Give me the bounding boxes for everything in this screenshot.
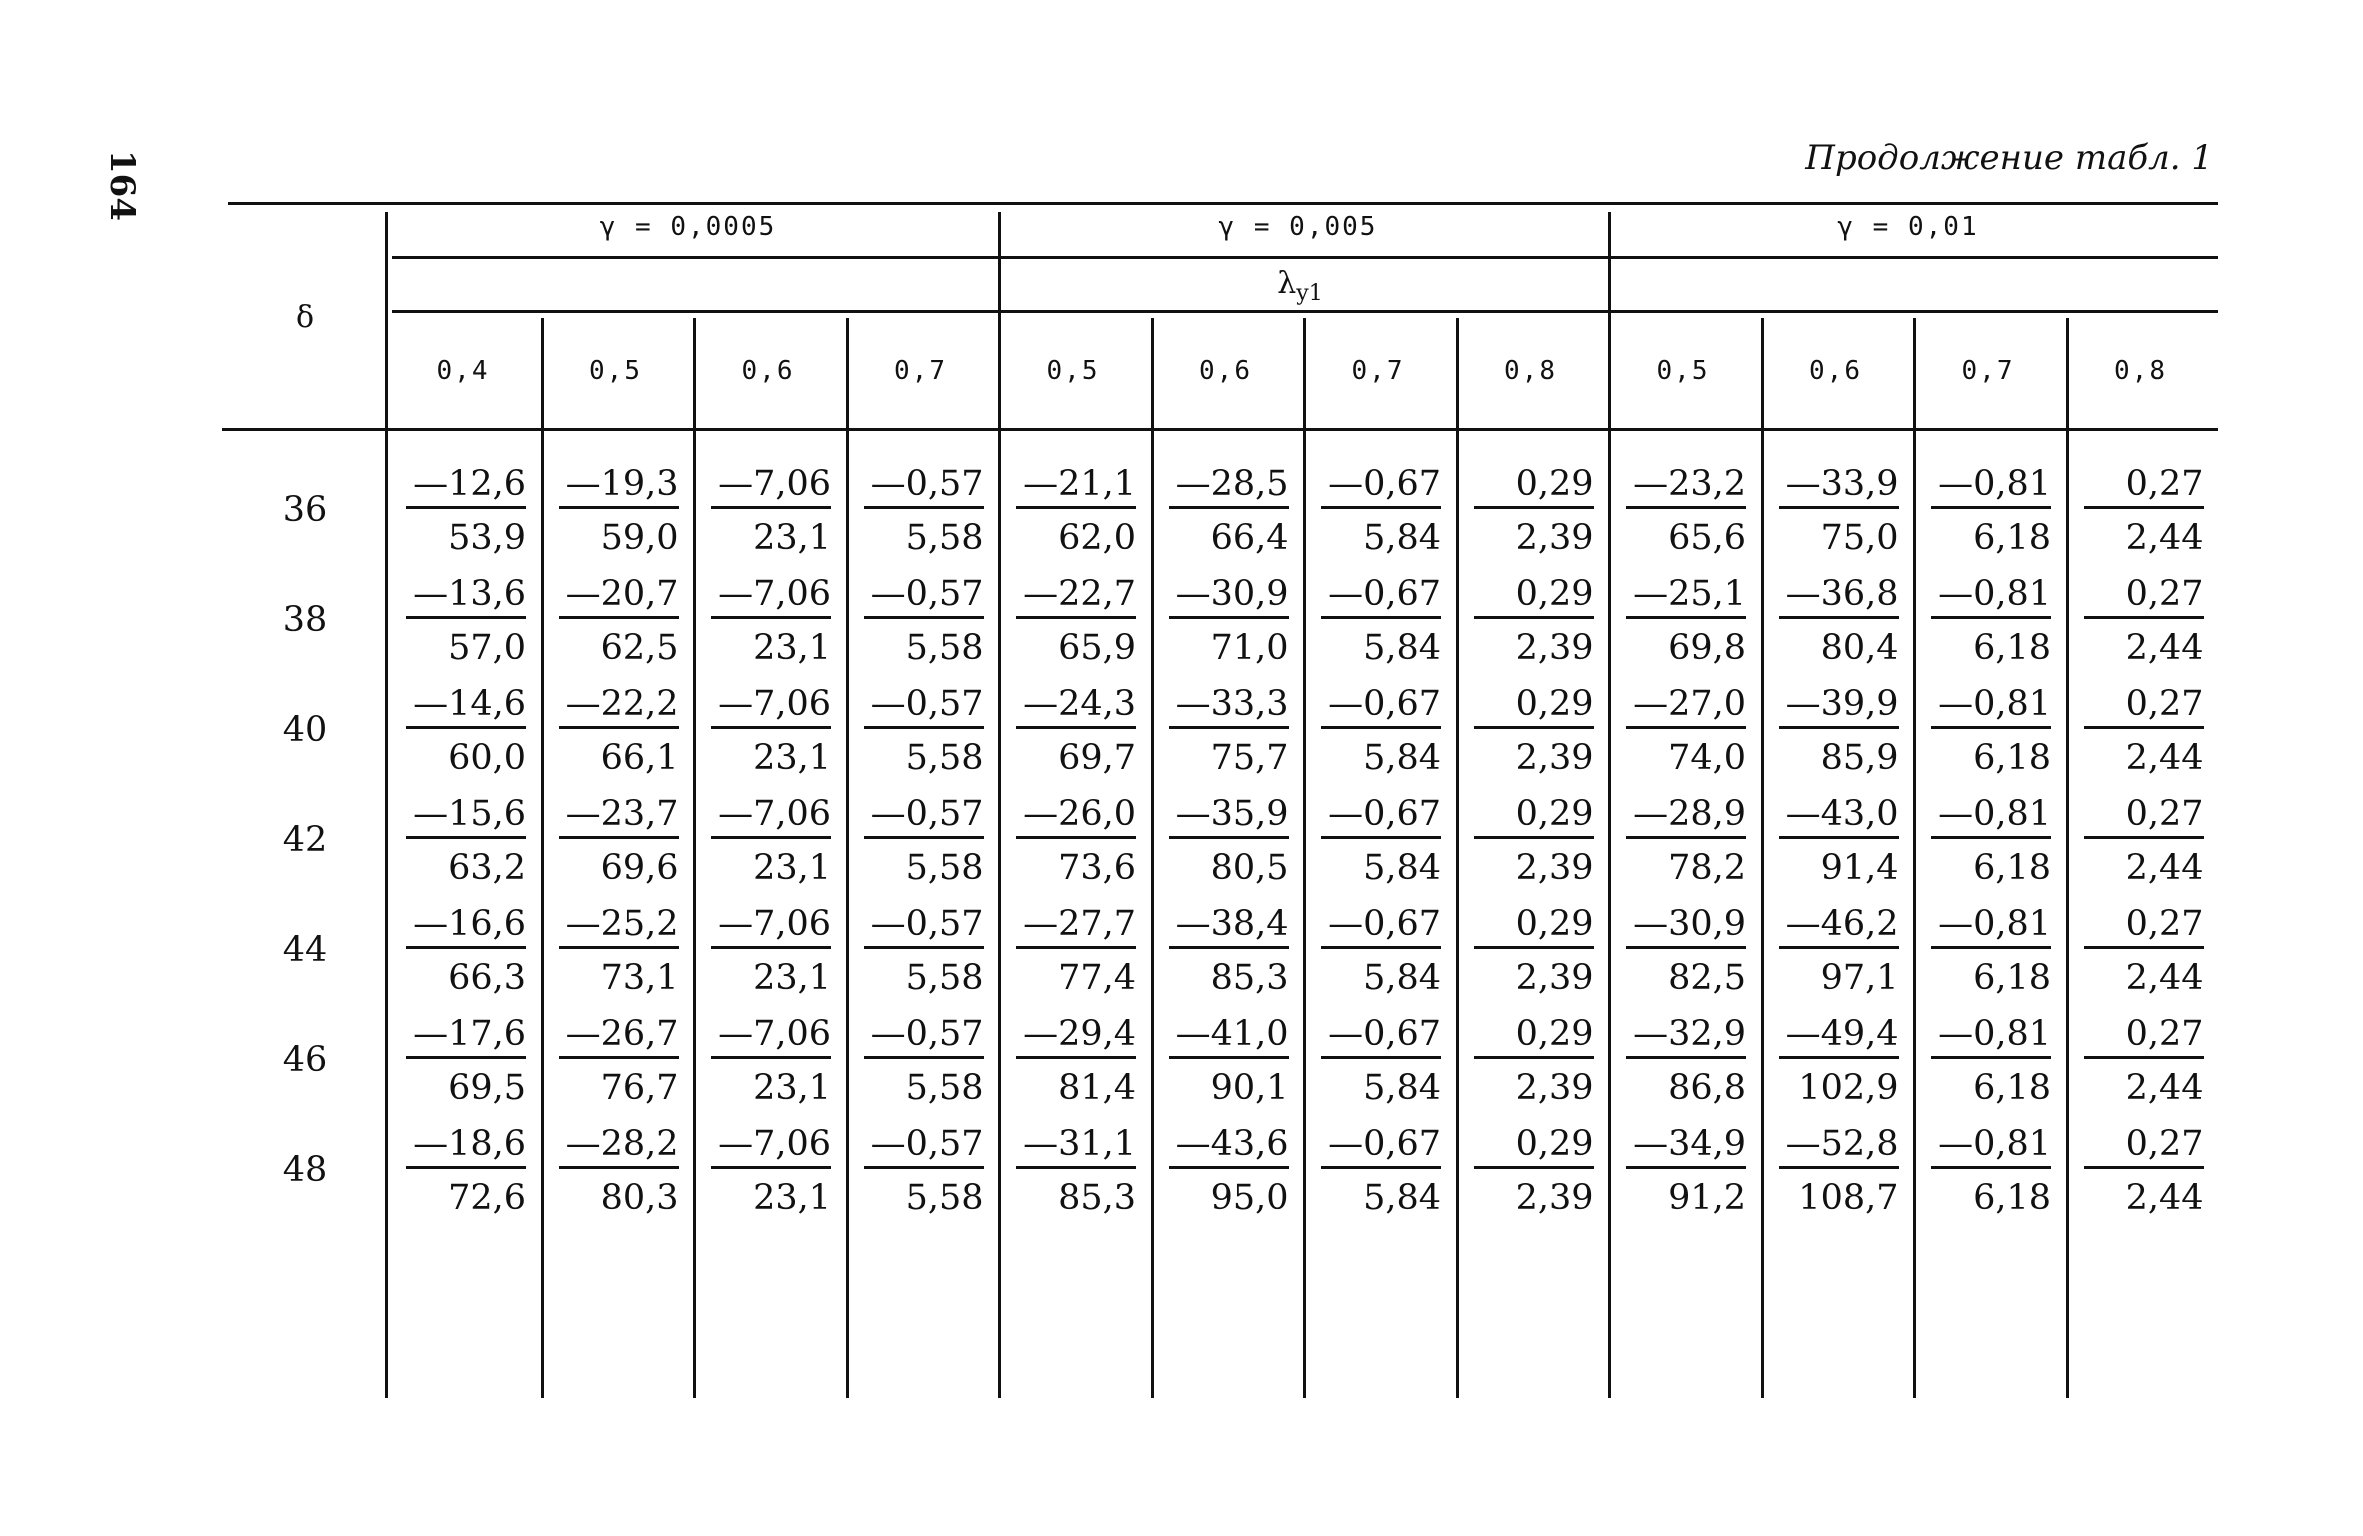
numerator: —27,0 (1626, 682, 1746, 729)
fraction-cell (1474, 1012, 1594, 1108)
denominator: 108,7 (1798, 1178, 1899, 1218)
numerator: 0,29 (1474, 462, 1594, 509)
numerator: —23,7 (559, 792, 679, 839)
fraction-cell (1321, 682, 1441, 778)
fraction-cell (2084, 572, 2204, 668)
fraction-cell (406, 902, 526, 998)
denominator: 5,58 (905, 628, 984, 668)
lambda-rule (392, 310, 2218, 313)
fraction-cell (864, 462, 984, 558)
group-divider (1608, 212, 1611, 1398)
gamma-header: γ = 0,01 (1837, 212, 1979, 242)
column-divider (541, 318, 544, 1398)
fraction-cell (406, 1012, 526, 1108)
fraction-cell (1474, 462, 1594, 558)
fraction-cell (406, 792, 526, 888)
fraction-cell (1169, 792, 1289, 888)
denominator: 69,8 (1668, 628, 1746, 668)
fraction-cell (711, 1012, 831, 1108)
fraction-cell (1321, 462, 1441, 558)
denominator: 85,9 (1820, 738, 1899, 778)
fraction-cell (711, 1122, 831, 1218)
fraction-cell (1626, 462, 1746, 558)
denominator: 6,18 (1973, 628, 2051, 668)
denominator: 60,0 (448, 738, 526, 778)
fraction-cell (2084, 682, 2204, 778)
delta-label: 46 (282, 1040, 328, 1080)
denominator: 2,39 (1515, 848, 1594, 888)
denominator: 2,39 (1515, 1068, 1594, 1108)
denominator: 69,7 (1058, 738, 1136, 778)
fraction-cell (559, 682, 679, 778)
numerator: —7,06 (711, 462, 831, 509)
numerator: 0,27 (2084, 1012, 2204, 1059)
numerator: —22,2 (559, 682, 679, 729)
column-divider (1913, 318, 1916, 1398)
numerator: —0,67 (1321, 682, 1441, 729)
numerator: —28,9 (1626, 792, 1746, 839)
numerator: —28,2 (559, 1122, 679, 1169)
denominator: 86,8 (1668, 1068, 1746, 1108)
denominator: 23,1 (753, 848, 831, 888)
numerator: —0,81 (1931, 1122, 2051, 1169)
fraction-cell (1016, 1122, 1136, 1218)
fraction-cell (1474, 682, 1594, 778)
column-divider (1456, 318, 1459, 1398)
denominator: 85,3 (1210, 958, 1289, 998)
denominator: 53,9 (448, 518, 526, 558)
column-divider (693, 318, 696, 1398)
denominator: 23,1 (753, 518, 831, 558)
numerator: —29,4 (1016, 1012, 1136, 1059)
lambda-value-header: 0,4 (436, 356, 490, 386)
numerator: —26,0 (1016, 792, 1136, 839)
column-divider (846, 318, 849, 1398)
numerator: 0,27 (2084, 792, 2204, 839)
delta-label: 48 (282, 1150, 328, 1190)
fraction-cell (1016, 1012, 1136, 1108)
lambda-value-header: 0,5 (1046, 356, 1100, 386)
fraction-cell (1931, 1012, 2051, 1108)
numerator: —0,67 (1321, 572, 1441, 619)
numerator: —7,06 (711, 1012, 831, 1059)
numerator: 0,29 (1474, 1012, 1594, 1059)
denominator: 23,1 (753, 628, 831, 668)
lambda-value-header: 0,7 (1351, 356, 1405, 386)
page-number: 164 (102, 150, 142, 221)
lambda-value-header: 0,7 (894, 356, 947, 386)
numerator: 0,27 (2084, 902, 2204, 949)
numerator: —49,4 (1779, 1012, 1899, 1059)
numerator: —0,67 (1321, 1012, 1441, 1059)
denominator: 65,9 (1058, 628, 1136, 668)
numerator: —21,1 (1016, 462, 1136, 509)
table-top-rule (228, 202, 2218, 205)
numerator: —25,1 (1626, 572, 1746, 619)
denominator: 69,5 (448, 1068, 526, 1108)
column-divider (2066, 318, 2069, 1398)
fraction-cell (1931, 462, 2051, 558)
denominator: 80,4 (1820, 628, 1899, 668)
fraction-cell (1931, 572, 2051, 668)
numerator: —0,81 (1931, 682, 2051, 729)
numerator: 0,29 (1474, 1122, 1594, 1169)
fraction-cell (1016, 682, 1136, 778)
denominator: 2,44 (2125, 738, 2204, 778)
denominator: 69,6 (600, 848, 679, 888)
denominator: 2,44 (2125, 1178, 2204, 1218)
numerator: —46,2 (1779, 902, 1899, 949)
numerator: —30,9 (1626, 902, 1746, 949)
denominator: 5,84 (1363, 1068, 1441, 1108)
numerator: —32,9 (1626, 1012, 1746, 1059)
denominator: 76,7 (600, 1068, 679, 1108)
numerator: —27,7 (1016, 902, 1136, 949)
lambda-value-header: 0,5 (1656, 356, 1710, 386)
numerator: —0,81 (1931, 902, 2051, 949)
fraction-cell (1779, 902, 1899, 998)
fraction-cell (1779, 792, 1899, 888)
row-header-divider (385, 212, 388, 1398)
denominator: 73,6 (1058, 848, 1136, 888)
numerator: 0,27 (2084, 462, 2204, 509)
fraction-cell (559, 792, 679, 888)
numerator: —23,2 (1626, 462, 1746, 509)
numerator: —33,3 (1169, 682, 1289, 729)
fraction-cell (711, 792, 831, 888)
denominator: 78,2 (1668, 848, 1746, 888)
numerator: —26,7 (559, 1012, 679, 1059)
delta-label: 44 (282, 930, 328, 970)
denominator: 77,4 (1058, 958, 1136, 998)
fraction-cell (1321, 1122, 1441, 1218)
fraction-cell (2084, 462, 2204, 558)
fraction-cell (2084, 1122, 2204, 1218)
denominator: 2,44 (2125, 958, 2204, 998)
header-bottom-rule (222, 428, 2218, 431)
numerator: 0,29 (1474, 572, 1594, 619)
lambda-value-header: 0,6 (1809, 356, 1862, 386)
fraction-cell (559, 1122, 679, 1218)
denominator: 5,84 (1363, 848, 1441, 888)
fraction-cell (1779, 572, 1899, 668)
numerator: —13,6 (406, 572, 526, 619)
row-header-delta: δ (295, 300, 315, 335)
fraction-cell (559, 462, 679, 558)
numerator: —24,3 (1016, 682, 1136, 729)
numerator: —35,9 (1169, 792, 1289, 839)
fraction-cell (1779, 682, 1899, 778)
denominator: 57,0 (448, 628, 526, 668)
fraction-cell (1169, 462, 1289, 558)
numerator: —33,9 (1779, 462, 1899, 509)
fraction-cell (1626, 902, 1746, 998)
denominator: 80,5 (1210, 848, 1289, 888)
denominator: 91,2 (1668, 1178, 1746, 1218)
fraction-cell (1779, 1012, 1899, 1108)
fraction-cell (1779, 462, 1899, 558)
lambda-value-header: 0,8 (1504, 356, 1557, 386)
lambda-value-header: 0,8 (2114, 356, 2167, 386)
fraction-cell (1931, 682, 2051, 778)
fraction-cell (864, 902, 984, 998)
numerator: —43,0 (1779, 792, 1899, 839)
fraction-cell (1779, 1122, 1899, 1218)
fraction-cell (864, 682, 984, 778)
numerator: —25,2 (559, 902, 679, 949)
denominator: 82,5 (1668, 958, 1746, 998)
numerator: —0,81 (1931, 572, 2051, 619)
fraction-cell (1016, 462, 1136, 558)
numerator: —19,3 (559, 462, 679, 509)
numerator: —28,5 (1169, 462, 1289, 509)
fraction-cell (711, 902, 831, 998)
fraction-cell (1626, 572, 1746, 668)
delta-label: 42 (282, 820, 328, 860)
column-divider (1761, 318, 1764, 1398)
denominator: 6,18 (1973, 738, 2051, 778)
fraction-cell (1931, 792, 2051, 888)
fraction-cell (1321, 1012, 1441, 1108)
fraction-cell (2084, 902, 2204, 998)
denominator: 5,84 (1363, 958, 1441, 998)
numerator: —0,57 (864, 1122, 984, 1169)
denominator: 5,58 (905, 518, 984, 558)
denominator: 5,84 (1363, 738, 1441, 778)
denominator: 2,39 (1515, 518, 1594, 558)
fraction-cell (2084, 1012, 2204, 1108)
denominator: 2,39 (1515, 958, 1594, 998)
numerator: —7,06 (711, 682, 831, 729)
fraction-cell (711, 682, 831, 778)
fraction-cell (406, 462, 526, 558)
numerator: —31,1 (1016, 1122, 1136, 1169)
denominator: 80,3 (600, 1178, 679, 1218)
numerator: —0,57 (864, 572, 984, 619)
fraction-cell (1626, 682, 1746, 778)
denominator: 91,4 (1820, 848, 1899, 888)
denominator: 85,3 (1058, 1178, 1136, 1218)
numerator: 0,27 (2084, 572, 2204, 619)
fraction-cell (864, 1012, 984, 1108)
delta-label: 36 (282, 490, 328, 530)
denominator: 2,44 (2125, 518, 2204, 558)
denominator: 75,0 (1820, 518, 1899, 558)
numerator: —0,81 (1931, 1012, 2051, 1059)
denominator: 6,18 (1973, 1178, 2051, 1218)
denominator: 73,1 (600, 958, 679, 998)
numerator: —22,7 (1016, 572, 1136, 619)
numerator: 0,27 (2084, 682, 2204, 729)
numerator: —41,0 (1169, 1012, 1289, 1059)
fraction-cell (559, 1012, 679, 1108)
fraction-cell (1169, 1122, 1289, 1218)
numerator: —0,81 (1931, 792, 2051, 839)
fraction-cell (1321, 572, 1441, 668)
fraction-cell (1931, 902, 2051, 998)
denominator: 71,0 (1210, 628, 1289, 668)
denominator: 23,1 (753, 958, 831, 998)
fraction-cell (1169, 682, 1289, 778)
denominator: 23,1 (753, 1178, 831, 1218)
fraction-cell (1321, 792, 1441, 888)
fraction-cell (406, 1122, 526, 1218)
numerator: —52,8 (1779, 1122, 1899, 1169)
lambda-value-header: 0,7 (1961, 356, 2015, 386)
denominator: 5,84 (1363, 628, 1441, 668)
denominator: 2,44 (2125, 628, 2204, 668)
numerator: —17,6 (406, 1012, 526, 1059)
lambda-subscript: y1 (1296, 281, 1323, 306)
denominator: 62,0 (1058, 518, 1136, 558)
denominator: 5,58 (905, 738, 984, 778)
denominator: 66,1 (600, 738, 679, 778)
denominator: 65,6 (1668, 518, 1746, 558)
denominator: 62,5 (600, 628, 679, 668)
numerator: 0,27 (2084, 1122, 2204, 1169)
group-divider (998, 212, 1001, 1398)
fraction-cell (1474, 902, 1594, 998)
denominator: 90,1 (1210, 1068, 1289, 1108)
column-divider (1303, 318, 1306, 1398)
numerator: —0,67 (1321, 1122, 1441, 1169)
denominator: 5,84 (1363, 1178, 1441, 1218)
numerator: —7,06 (711, 902, 831, 949)
fraction-cell (1169, 1012, 1289, 1108)
denominator: 6,18 (1973, 958, 2051, 998)
denominator: 74,0 (1668, 738, 1746, 778)
denominator: 23,1 (753, 738, 831, 778)
numerator: —0,67 (1321, 902, 1441, 949)
denominator: 81,4 (1058, 1068, 1136, 1108)
numerator: —0,67 (1321, 462, 1441, 509)
denominator: 66,3 (448, 958, 526, 998)
fraction-cell (864, 1122, 984, 1218)
denominator: 63,2 (448, 848, 526, 888)
numerator: —34,9 (1626, 1122, 1746, 1169)
denominator: 59,0 (600, 518, 679, 558)
delta-label: 38 (282, 600, 328, 640)
numerator: —43,6 (1169, 1122, 1289, 1169)
denominator: 6,18 (1973, 1068, 2051, 1108)
numerator: —0,81 (1931, 462, 2051, 509)
lambda-header: $\lambda_{y1}$ (1277, 266, 1323, 306)
numerator: —0,57 (864, 792, 984, 839)
denominator: 5,58 (905, 848, 984, 888)
denominator: 2,39 (1515, 1178, 1594, 1218)
fraction-cell (1169, 572, 1289, 668)
fraction-cell (864, 792, 984, 888)
fraction-cell (1474, 1122, 1594, 1218)
denominator: 6,18 (1973, 518, 2051, 558)
numerator: —18,6 (406, 1122, 526, 1169)
denominator: 6,18 (1973, 848, 2051, 888)
numerator: —0,67 (1321, 792, 1441, 839)
fraction-cell (406, 572, 526, 668)
denominator: 66,4 (1210, 518, 1289, 558)
lambda-value-header: 0,5 (589, 356, 642, 386)
denominator: 2,44 (2125, 1068, 2204, 1108)
numerator: —7,06 (711, 792, 831, 839)
fraction-cell (1626, 1122, 1746, 1218)
fraction-cell (1474, 792, 1594, 888)
fraction-cell (711, 572, 831, 668)
numerator: —39,9 (1779, 682, 1899, 729)
numerator: —0,57 (864, 1012, 984, 1059)
fraction-cell (1321, 902, 1441, 998)
fraction-cell (1931, 1122, 2051, 1218)
gamma-header: γ = 0,005 (1218, 212, 1378, 242)
denominator: 23,1 (753, 1068, 831, 1108)
denominator: 2,39 (1515, 738, 1594, 778)
numerator: 0,29 (1474, 792, 1594, 839)
continuation-caption: Продолжение табл. 1 (1805, 138, 2213, 178)
numerator: —7,06 (711, 1122, 831, 1169)
fraction-cell (1169, 902, 1289, 998)
denominator: 72,6 (448, 1178, 526, 1218)
numerator: —14,6 (406, 682, 526, 729)
denominator: 95,0 (1210, 1178, 1289, 1218)
numerator: —36,8 (1779, 572, 1899, 619)
fraction-cell (406, 682, 526, 778)
fraction-cell (1474, 572, 1594, 668)
fraction-cell (864, 572, 984, 668)
numerator: 0,29 (1474, 902, 1594, 949)
numerator: —30,9 (1169, 572, 1289, 619)
fraction-cell (1016, 902, 1136, 998)
numerator: —0,57 (864, 682, 984, 729)
numerator: —12,6 (406, 462, 526, 509)
numerator: —15,6 (406, 792, 526, 839)
numerator: —7,06 (711, 572, 831, 619)
numerator: —0,57 (864, 902, 984, 949)
numerator: —0,57 (864, 462, 984, 509)
numerator: —38,4 (1169, 902, 1289, 949)
fraction-cell (559, 572, 679, 668)
numerator: 0,29 (1474, 682, 1594, 729)
denominator: 102,9 (1798, 1068, 1899, 1108)
denominator: 5,58 (905, 1178, 984, 1218)
denominator: 2,44 (2125, 848, 2204, 888)
delta-label: 40 (282, 710, 328, 750)
denominator: 5,84 (1363, 518, 1441, 558)
denominator: 5,58 (905, 1068, 984, 1108)
lambda-value-header: 0,6 (1199, 356, 1252, 386)
denominator: 5,58 (905, 958, 984, 998)
group-rule (392, 256, 2218, 259)
fraction-cell (1016, 792, 1136, 888)
denominator: 75,7 (1210, 738, 1289, 778)
denominator: 97,1 (1820, 958, 1899, 998)
column-divider (1151, 318, 1154, 1398)
fraction-cell (711, 462, 831, 558)
lambda-value-header: 0,6 (741, 356, 795, 386)
fraction-cell (1626, 792, 1746, 888)
fraction-cell (1626, 1012, 1746, 1108)
denominator: 2,39 (1515, 628, 1594, 668)
fraction-cell (1016, 572, 1136, 668)
fraction-cell (559, 902, 679, 998)
fraction-cell (2084, 792, 2204, 888)
numerator: —20,7 (559, 572, 679, 619)
numerator: —16,6 (406, 902, 526, 949)
gamma-header: γ = 0,0005 (599, 212, 777, 242)
